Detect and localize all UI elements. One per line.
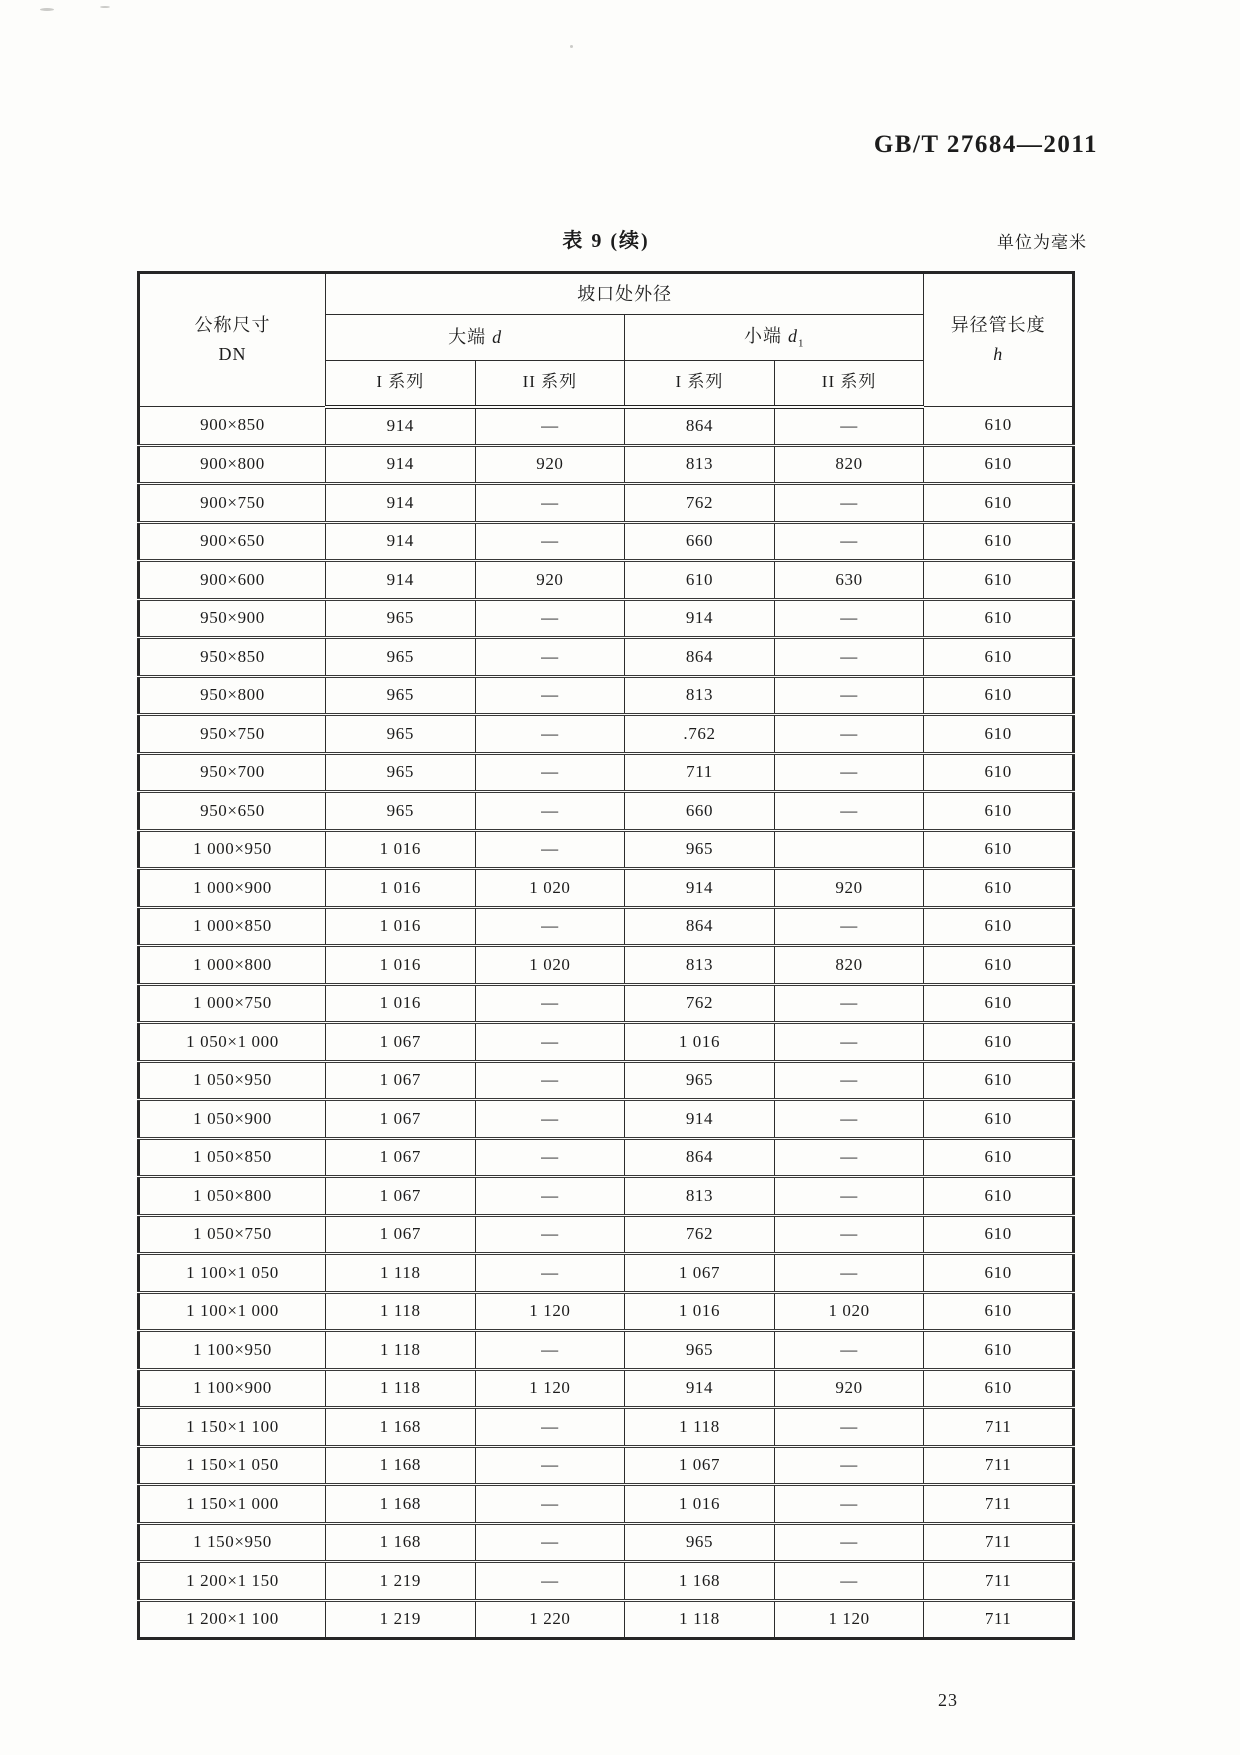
dn-cell: 900×600	[139, 561, 326, 600]
dn-cell: 900×650	[139, 522, 326, 561]
value-cell: 762	[625, 1215, 775, 1254]
table-row	[139, 1215, 1074, 1254]
value-cell: 610	[924, 522, 1074, 561]
value-cell: 864	[625, 638, 775, 677]
value-cell: 1 219	[326, 1562, 476, 1601]
value-cell: 610	[924, 1061, 1074, 1100]
value-cell: 1 118	[326, 1254, 476, 1293]
value-cell: —	[475, 792, 625, 831]
value-cell: 914	[326, 445, 476, 484]
value-cell: —	[774, 1562, 924, 1601]
value-cell: 1 067	[326, 1177, 476, 1216]
scan-artifact	[570, 45, 573, 48]
value-cell: —	[475, 984, 625, 1023]
dn-cell: 1 050×950	[139, 1061, 326, 1100]
value-cell: —	[774, 1138, 924, 1177]
value-cell: 610	[924, 830, 1074, 869]
value-cell: 711	[924, 1600, 1074, 1639]
col-header-small-end: 小端 $d_1$	[625, 315, 924, 361]
dn-cell: 1 050×800	[139, 1177, 326, 1216]
value-cell: 610	[924, 484, 1074, 523]
dn-cell: 1 100×1 000	[139, 1292, 326, 1331]
value-cell: 610	[924, 638, 1074, 677]
value-cell: —	[475, 1061, 625, 1100]
table-row	[139, 1485, 1074, 1524]
value-cell: 610	[924, 1369, 1074, 1408]
table-row	[139, 599, 1074, 638]
value-cell: 660	[625, 522, 775, 561]
value-cell: —	[475, 753, 625, 792]
col-header-series-ii-small: II 系列	[774, 361, 924, 407]
value-cell: 610	[924, 984, 1074, 1023]
value-cell: 711	[924, 1562, 1074, 1601]
value-cell: 813	[625, 445, 775, 484]
value-cell: 1 067	[326, 1215, 476, 1254]
dn-cell: 1 100×1 050	[139, 1254, 326, 1293]
value-cell: 965	[326, 715, 476, 754]
value-cell: 610	[924, 907, 1074, 946]
dn-cell: 900×850	[139, 407, 326, 446]
value-cell: 1 168	[326, 1485, 476, 1524]
table-row	[139, 1446, 1074, 1485]
value-cell: —	[774, 1177, 924, 1216]
value-cell: 965	[326, 792, 476, 831]
value-cell: 914	[326, 561, 476, 600]
table-row	[139, 1523, 1074, 1562]
table-row	[139, 1408, 1074, 1447]
value-cell: 914	[326, 407, 476, 446]
value-cell: 610	[924, 1292, 1074, 1331]
value-cell: 1 067	[326, 1061, 476, 1100]
unit-note: 单位为毫米	[997, 233, 1087, 252]
table-row	[139, 1061, 1074, 1100]
table-row	[139, 946, 1074, 985]
value-cell: —	[774, 1100, 924, 1139]
dn-cell: 1 000×850	[139, 907, 326, 946]
dn-cell: 1 150×950	[139, 1523, 326, 1562]
value-cell: —	[475, 1254, 625, 1293]
table-row	[139, 676, 1074, 715]
value-cell: —	[475, 830, 625, 869]
value-cell: 610	[625, 561, 775, 600]
value-cell: 610	[924, 1100, 1074, 1139]
value-cell: 1 016	[326, 869, 476, 908]
value-cell: —	[774, 1523, 924, 1562]
value-cell: 965	[326, 676, 476, 715]
value-cell: 1 016	[326, 946, 476, 985]
value-cell: 813	[625, 946, 775, 985]
value-cell: —	[774, 715, 924, 754]
value-cell: —	[475, 1331, 625, 1370]
value-cell: —	[774, 676, 924, 715]
value-cell: 1 120	[475, 1292, 625, 1331]
value-cell: 610	[924, 561, 1074, 600]
dn-cell: 950×700	[139, 753, 326, 792]
value-cell: 610	[924, 445, 1074, 484]
value-cell: 1 118	[326, 1331, 476, 1370]
table-row	[139, 1369, 1074, 1408]
value-cell: —	[475, 1408, 625, 1447]
dn-cell: 1 050×900	[139, 1100, 326, 1139]
value-cell: 610	[924, 792, 1074, 831]
table-row	[139, 1292, 1074, 1331]
value-cell: 610	[924, 1331, 1074, 1370]
table-row	[139, 830, 1074, 869]
value-cell: 711	[924, 1408, 1074, 1447]
dn-cell: 1 000×750	[139, 984, 326, 1023]
value-cell: —	[475, 715, 625, 754]
col-header-series-i-small: I 系列	[625, 361, 775, 407]
value-cell: 711	[924, 1446, 1074, 1485]
value-cell: —	[774, 1061, 924, 1100]
dn-cell: 950×650	[139, 792, 326, 831]
table-title: 表 9 (续)	[562, 230, 650, 252]
col-header-dn-line2: DN	[218, 344, 247, 364]
value-cell: —	[774, 1331, 924, 1370]
value-cell: 610	[924, 1215, 1074, 1254]
value-cell: 1 016	[326, 907, 476, 946]
value-cell: 1 118	[625, 1408, 775, 1447]
value-cell: —	[475, 1023, 625, 1062]
value-cell: —	[475, 1100, 625, 1139]
value-cell: 711	[924, 1485, 1074, 1524]
table-row	[139, 715, 1074, 754]
dn-cell: 1 100×950	[139, 1331, 326, 1370]
value-cell: 1 118	[326, 1292, 476, 1331]
value-cell: —	[475, 1446, 625, 1485]
dn-cell: 950×800	[139, 676, 326, 715]
value-cell: 1 020	[475, 946, 625, 985]
table-row	[139, 753, 1074, 792]
dn-cell: 900×800	[139, 445, 326, 484]
value-cell: 820	[774, 445, 924, 484]
value-cell: 630	[774, 561, 924, 600]
table-row	[139, 907, 1074, 946]
dn-cell: 1 150×1 100	[139, 1408, 326, 1447]
table-row	[139, 1100, 1074, 1139]
dn-cell: 950×850	[139, 638, 326, 677]
value-cell: 920	[475, 561, 625, 600]
value-cell: —	[774, 522, 924, 561]
value-cell: 914	[326, 484, 476, 523]
value-cell: 1 118	[625, 1600, 775, 1639]
value-cell: 1 067	[625, 1446, 775, 1485]
value-cell: —	[774, 484, 924, 523]
value-cell: —	[774, 599, 924, 638]
value-cell: 965	[625, 1523, 775, 1562]
dn-cell: 950×750	[139, 715, 326, 754]
table-row	[139, 484, 1074, 523]
dn-cell: 1 050×1 000	[139, 1023, 326, 1062]
value-cell: 610	[924, 676, 1074, 715]
value-cell: 1 020	[774, 1292, 924, 1331]
value-cell: —	[475, 1485, 625, 1524]
dimension-table	[137, 271, 1075, 1640]
value-cell: 864	[625, 907, 775, 946]
col-header-length-line2: h	[993, 344, 1004, 364]
col-header-groove-od: 坡口处外径	[326, 273, 924, 315]
value-cell: 1 020	[475, 869, 625, 908]
value-cell: 1 120	[774, 1600, 924, 1639]
value-cell: 1 118	[326, 1369, 476, 1408]
table-row	[139, 1600, 1074, 1639]
table-body	[139, 407, 1074, 1639]
value-cell: 1 016	[326, 830, 476, 869]
value-cell: 1 168	[326, 1523, 476, 1562]
value-cell: —	[475, 907, 625, 946]
value-cell: .762	[625, 715, 775, 754]
value-cell: 610	[924, 753, 1074, 792]
value-cell: —	[475, 599, 625, 638]
table-row	[139, 1177, 1074, 1216]
value-cell: —	[774, 753, 924, 792]
value-cell: —	[475, 1138, 625, 1177]
value-cell: 610	[924, 869, 1074, 908]
value-cell: 1 067	[326, 1023, 476, 1062]
value-cell: 1 067	[625, 1254, 775, 1293]
table-row	[139, 1562, 1074, 1601]
value-cell: 914	[625, 599, 775, 638]
value-cell: —	[774, 1446, 924, 1485]
value-cell: 1 067	[326, 1100, 476, 1139]
value-cell: 965	[625, 830, 775, 869]
value-cell: 610	[924, 946, 1074, 985]
dn-cell: 900×750	[139, 484, 326, 523]
dn-cell: 1 050×750	[139, 1215, 326, 1254]
dn-cell: 1 000×800	[139, 946, 326, 985]
value-cell: 965	[326, 638, 476, 677]
value-cell: 914	[326, 522, 476, 561]
value-cell: 920	[774, 869, 924, 908]
value-cell: 610	[924, 1177, 1074, 1216]
scan-artifact	[40, 8, 54, 11]
col-header-series-i-big: I 系列	[326, 361, 476, 407]
value-cell: —	[774, 1485, 924, 1524]
value-cell: —	[774, 792, 924, 831]
table-row	[139, 561, 1074, 600]
table-row	[139, 407, 1074, 446]
value-cell: —	[774, 907, 924, 946]
value-cell: 762	[625, 984, 775, 1023]
value-cell: —	[475, 484, 625, 523]
col-header-series-ii-big: II 系列	[475, 361, 625, 407]
value-cell: —	[475, 1215, 625, 1254]
value-cell: 1 168	[625, 1562, 775, 1601]
dn-cell: 1 000×950	[139, 830, 326, 869]
table-row	[139, 869, 1074, 908]
value-cell: —	[475, 407, 625, 446]
table-row	[139, 984, 1074, 1023]
value-cell: 813	[625, 676, 775, 715]
value-cell: —	[475, 676, 625, 715]
value-cell: 914	[625, 1369, 775, 1408]
value-cell: 711	[924, 1523, 1074, 1562]
value-cell	[774, 830, 924, 869]
value-cell: 965	[326, 599, 476, 638]
value-cell: 920	[475, 445, 625, 484]
value-cell: 610	[924, 1254, 1074, 1293]
value-cell: —	[475, 1177, 625, 1216]
dn-cell: 1 150×1 050	[139, 1446, 326, 1485]
value-cell: 1 120	[475, 1369, 625, 1408]
col-header-dn	[139, 273, 326, 407]
col-header-length-line1: 异径管长度	[950, 315, 1046, 336]
table-header	[139, 273, 1074, 407]
value-cell: —	[774, 1023, 924, 1062]
value-cell: 762	[625, 484, 775, 523]
col-header-dn-line1: 公称尺寸	[194, 315, 271, 336]
value-cell: 660	[625, 792, 775, 831]
value-cell: 610	[924, 407, 1074, 446]
doc-number: GB/T 27684—2011	[873, 131, 1098, 158]
table-row	[139, 792, 1074, 831]
value-cell: —	[475, 522, 625, 561]
value-cell: 610	[924, 599, 1074, 638]
table-row	[139, 445, 1074, 484]
value-cell: 711	[625, 753, 775, 792]
table-row	[139, 1023, 1074, 1062]
table-row	[139, 1254, 1074, 1293]
value-cell: —	[475, 638, 625, 677]
table-row	[139, 638, 1074, 677]
value-cell: 1 016	[625, 1485, 775, 1524]
dn-cell: 1 100×900	[139, 1369, 326, 1408]
table-row	[139, 1331, 1074, 1370]
table-row	[139, 1138, 1074, 1177]
value-cell: 1 016	[625, 1023, 775, 1062]
value-cell: 820	[774, 946, 924, 985]
page-number: 23	[938, 1690, 958, 1710]
value-cell: 965	[326, 753, 476, 792]
col-header-big-end: 大端 d	[326, 315, 625, 361]
value-cell: 610	[924, 1023, 1074, 1062]
value-cell: 965	[625, 1061, 775, 1100]
value-cell: 914	[625, 1100, 775, 1139]
dn-cell: 1 150×1 000	[139, 1485, 326, 1524]
value-cell: —	[774, 1254, 924, 1293]
value-cell: —	[774, 407, 924, 446]
value-cell: 1 016	[625, 1292, 775, 1331]
value-cell: 1 168	[326, 1408, 476, 1447]
value-cell: 864	[625, 407, 775, 446]
value-cell: 1 067	[326, 1138, 476, 1177]
value-cell: —	[475, 1562, 625, 1601]
col-header-length	[924, 273, 1074, 407]
value-cell: 920	[774, 1369, 924, 1408]
value-cell: 1 016	[326, 984, 476, 1023]
value-cell: 914	[625, 869, 775, 908]
value-cell: 813	[625, 1177, 775, 1216]
value-cell: 864	[625, 1138, 775, 1177]
value-cell: 1 168	[326, 1446, 476, 1485]
dn-cell: 1 050×850	[139, 1138, 326, 1177]
value-cell: 1 219	[326, 1600, 476, 1639]
value-cell: —	[774, 984, 924, 1023]
value-cell: —	[774, 1408, 924, 1447]
dn-cell: 1 200×1 100	[139, 1600, 326, 1639]
table-row	[139, 522, 1074, 561]
dn-cell: 1 000×900	[139, 869, 326, 908]
value-cell: —	[475, 1523, 625, 1562]
scan-artifact	[100, 6, 110, 8]
value-cell: 965	[625, 1331, 775, 1370]
dn-cell: 1 200×1 150	[139, 1562, 326, 1601]
dn-cell: 950×900	[139, 599, 326, 638]
value-cell: —	[774, 1215, 924, 1254]
value-cell: 610	[924, 1138, 1074, 1177]
value-cell: 610	[924, 715, 1074, 754]
value-cell: 1 220	[475, 1600, 625, 1639]
value-cell: —	[774, 638, 924, 677]
